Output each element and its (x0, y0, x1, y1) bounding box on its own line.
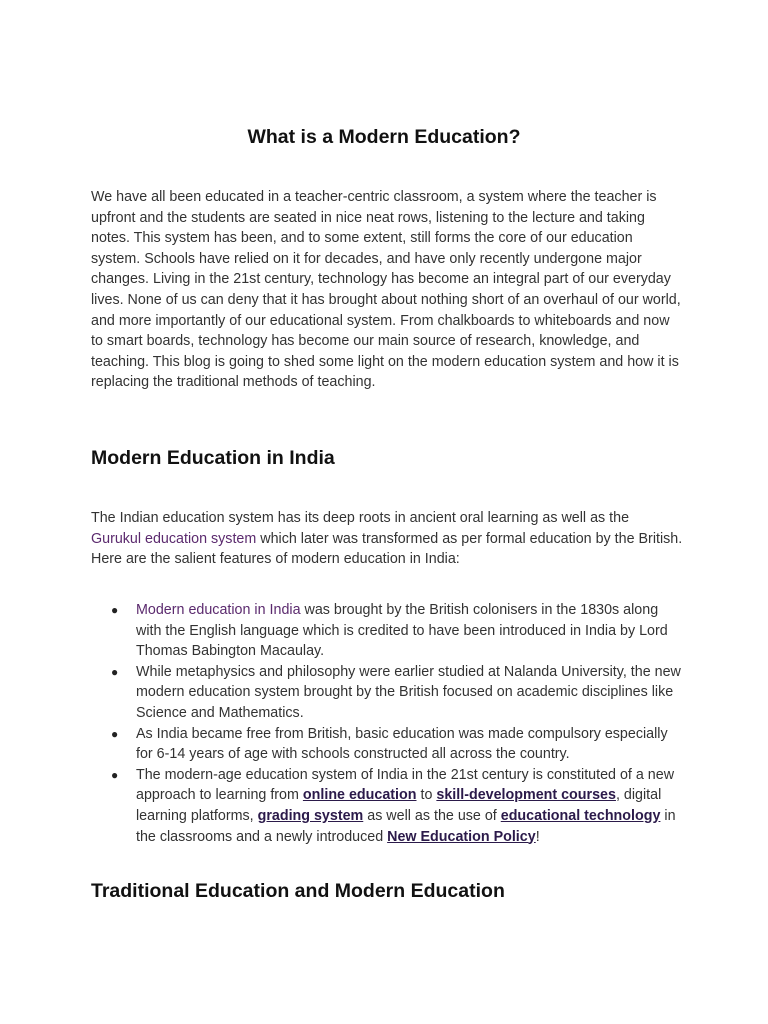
online-education-link[interactable]: online education (302, 787, 417, 804)
list-item (91, 765, 683, 847)
list-item-text: While metaphysics and philosophy were earlier studied at Nalanda University, the new modern education system brought by the British focused on academic disciplines like Science and Mathematics. (136, 663, 681, 721)
intro-paragraph: We have all been educated in a teacher-centric classroom, a system where the teacher is upfront and the students are seated in nice neat rows, listening to the lecture and taking notes. This system has been, and to some extent, still forms the core of our education system. Schools have relied on it for decades, and have only recently undergone major changes. Living in the 21st century, technology has become an integral part of our everyday lives. None of us can deny that it has brought about nothing short of an overhaul of our world, and more importantly of our educational system. From chalkboards to whiteboards and now to smart boards, technology has become our main source of research, knowledge, and teaching. This blog is going to shed some light on the modern education system and how it is replacing the traditional methods of teaching. (91, 189, 681, 391)
bullet-icon: ● (111, 726, 119, 741)
list-item (91, 724, 683, 765)
grading-system-link[interactable]: grading system (257, 807, 364, 824)
educational-technology-link[interactable]: educational technology (500, 807, 661, 824)
list-item-text: As India became free from British, basic education was made compulsory especially for 6-14 years of age with schools constructed all across the country. (136, 725, 668, 763)
gurukul-education-link[interactable]: Gurukul education system (91, 530, 257, 547)
modern-education-india-link[interactable]: Modern education in India (136, 602, 301, 618)
list-item-text: , digital learning platforms, (136, 787, 662, 824)
india-intro-text-before: The Indian education system has its deep roots in ancient oral learning as well as the (91, 510, 630, 526)
skill-development-courses-link[interactable]: skill-development courses (436, 787, 616, 804)
page-title: What is a Modern Education? (247, 126, 521, 148)
list-item-text: The modern-age education system of India in the 21st century is constituted of a new approach to learning from (136, 766, 675, 804)
list-item-text: was brought by the British colonisers in the 1830s along with the English language which is credited to have been introduced in India by Lord Thomas Babington Macaulay. (136, 602, 668, 660)
section-heading-modern-education-india: Modern Education in India (91, 447, 335, 469)
list-item (91, 662, 683, 724)
bullet-icon: ● (111, 603, 119, 617)
new-education-policy-link[interactable]: New Education Policy (387, 828, 536, 845)
section-heading-traditional-vs-modern: Traditional Education and Modern Education (91, 880, 505, 902)
bullet-icon: ● (111, 664, 119, 679)
bullet-icon: ● (111, 767, 119, 782)
list-item-text: to (416, 787, 437, 804)
india-features-list (91, 600, 683, 847)
india-intro-text-after: which later was transformed as per formal education by the British. Here are the salient features of modern education in India: (91, 530, 683, 568)
india-intro-paragraph (91, 508, 683, 570)
list-item-text: as well as the use of (363, 807, 501, 824)
list-item-text: in the classrooms and a newly introduced (136, 807, 676, 845)
list-item (91, 600, 683, 662)
list-item-text: ! (535, 828, 540, 845)
